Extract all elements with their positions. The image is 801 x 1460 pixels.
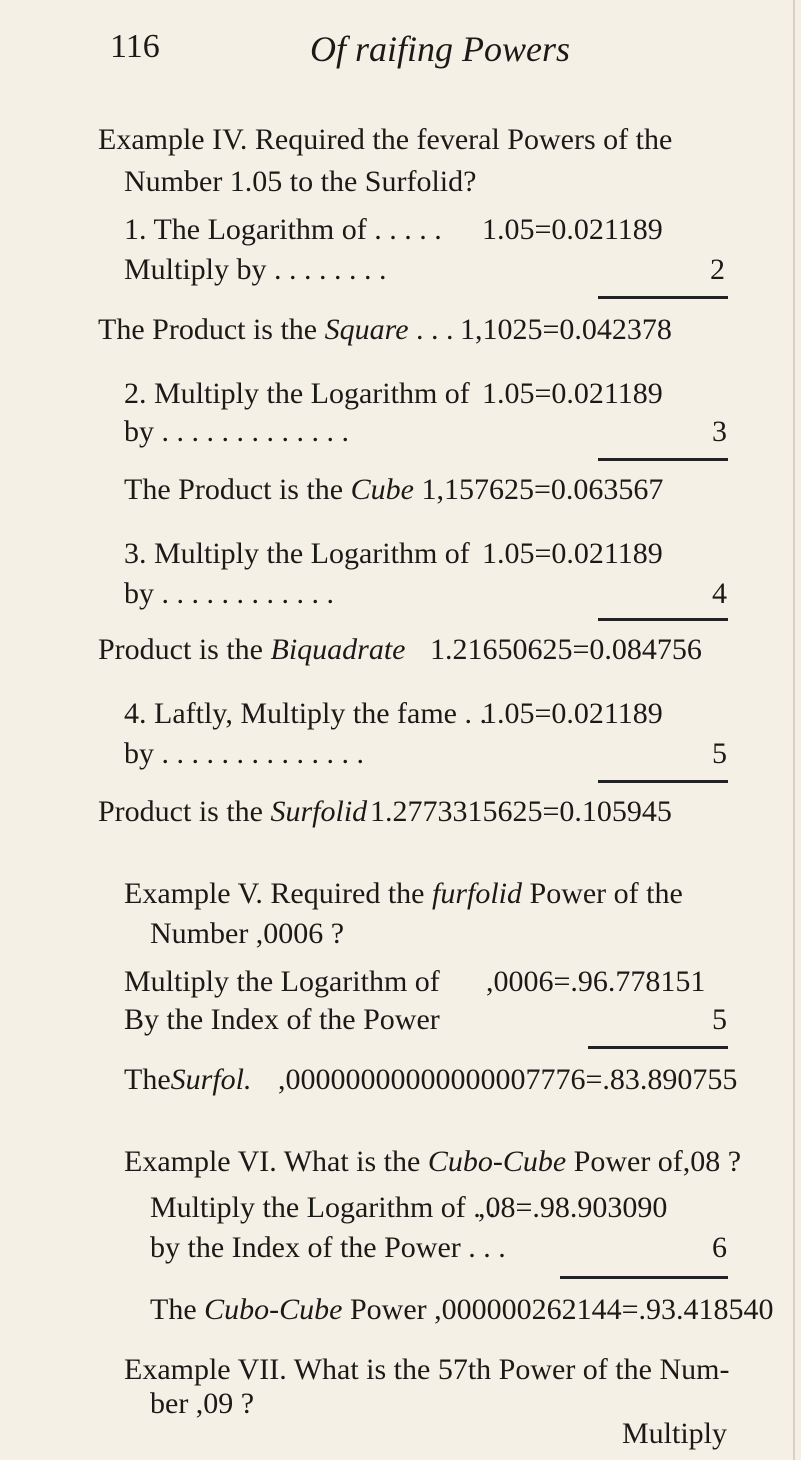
example-5-product	[124, 1062, 252, 1098]
title-text: Example V. Required the	[124, 877, 425, 910]
example-6-multiplier: 6	[712, 1231, 727, 1264]
step-2-multiplier: 3	[712, 415, 727, 448]
example-5-step-a: Multiply the Logarithm of	[124, 965, 440, 998]
step-3-product-value: 1.21650625=0.084756	[430, 633, 702, 666]
example-7-title-line-1: Example VII. What is the 57th Power of the Num-	[124, 1353, 730, 1386]
product-term: Cube	[350, 473, 414, 506]
product-value: 1,157625=0.063567	[413, 473, 664, 506]
title-text-end: Power of,08 ?	[566, 1145, 742, 1178]
page-edge	[793, 0, 795, 1460]
product-prefix: The Product is the	[98, 313, 325, 346]
example-5-title-line-2: Number ,0006 ?	[150, 917, 345, 950]
example-5-product-value: ,00000000000000007776=.83.890755	[278, 1063, 738, 1096]
step-4-product-value: 1.2773315625=0.105945	[370, 795, 672, 828]
example-5-step-b: By the Index of the Power	[124, 1003, 440, 1036]
product-term: Biquadrate	[270, 633, 406, 666]
title-text: Example VI. What is the	[124, 1145, 428, 1178]
example-6-title	[124, 1144, 741, 1180]
step-1-multiplier: 2	[710, 253, 725, 286]
example-6-step-a: Multiply the Logarithm of . .	[150, 1191, 496, 1224]
product-value: Power ,000000262144=.93.418540	[342, 1293, 774, 1326]
product-term: Surfol.	[170, 1063, 252, 1096]
step-2-product	[124, 472, 663, 508]
step-4-product	[98, 794, 367, 830]
step-2-multiply-label: by . . . . . . . . . . . . .	[124, 415, 349, 448]
rule	[588, 1046, 728, 1049]
running-head: Of raifing Powers	[310, 29, 571, 69]
step-4-multiply-label: by . . . . . . . . . . . . . .	[124, 737, 364, 770]
step-3-label: 3. Multiply the Logarithm of	[124, 537, 470, 570]
step-3-product	[98, 632, 406, 668]
product-prefix: The	[124, 1063, 171, 1096]
rule	[598, 296, 728, 299]
example-5-title-line-1	[124, 876, 683, 912]
example-4-title-line-2: Number 1.05 to the Surfolid?	[124, 165, 477, 198]
example-6-product	[150, 1292, 774, 1328]
step-1-product-value: 1,1025=0.042378	[460, 313, 672, 346]
step-1-label: 1. The Logarithm of . . . . .	[124, 213, 442, 246]
step-2-value: 1.05=0.021189	[482, 377, 663, 410]
product-prefix: The Product is the	[124, 473, 351, 506]
catchword: Multiply	[622, 1417, 728, 1450]
step-4-multiplier: 5	[712, 737, 727, 770]
step-3-multiplier: 4	[712, 577, 727, 610]
page-number: 116	[110, 28, 160, 65]
example-4-title-line-1: Example IV. Required the feveral Powers of the	[98, 123, 673, 156]
product-dots: . . .	[408, 313, 454, 346]
product-term: Surfolid	[270, 795, 368, 828]
example-6-step-a-value: ,08=.98.903090	[478, 1191, 668, 1224]
rule	[598, 780, 728, 783]
example-5-multiplier: 5	[712, 1003, 727, 1036]
product-prefix: The	[150, 1293, 205, 1326]
step-2-label: 2. Multiply the Logarithm of	[124, 377, 470, 410]
step-1-product	[98, 312, 454, 348]
rule	[598, 618, 728, 621]
rule	[560, 1276, 728, 1279]
product-term: Square	[324, 313, 409, 346]
title-term: Cubo-Cube	[427, 1145, 567, 1178]
step-4-label: 4. Laftly, Multiply the fame . .	[124, 697, 487, 730]
product-term: Cubo-Cube	[204, 1293, 343, 1326]
title-term: furfolid	[432, 877, 523, 910]
title-text-end: Power of the	[529, 877, 683, 910]
step-3-multiply-label: by . . . . . . . . . . . .	[124, 577, 334, 610]
example-6-step-b: by the Index of the Power . . .	[150, 1231, 506, 1264]
product-prefix: Product is the	[98, 795, 271, 828]
example-5-step-a-value: ,0006=.96.778151	[486, 965, 706, 998]
example-7-title-line-2: ber ,09 ?	[150, 1387, 255, 1420]
step-3-value: 1.05=0.021189	[482, 537, 663, 570]
product-prefix: Product is the	[98, 633, 271, 666]
page-header	[110, 28, 730, 78]
rule	[598, 458, 728, 461]
step-1-value: 1.05=0.021189	[482, 213, 663, 246]
step-4-value: 1.05=0.021189	[482, 697, 663, 730]
step-1-multiply-label: Multiply by . . . . . . . .	[124, 253, 387, 286]
